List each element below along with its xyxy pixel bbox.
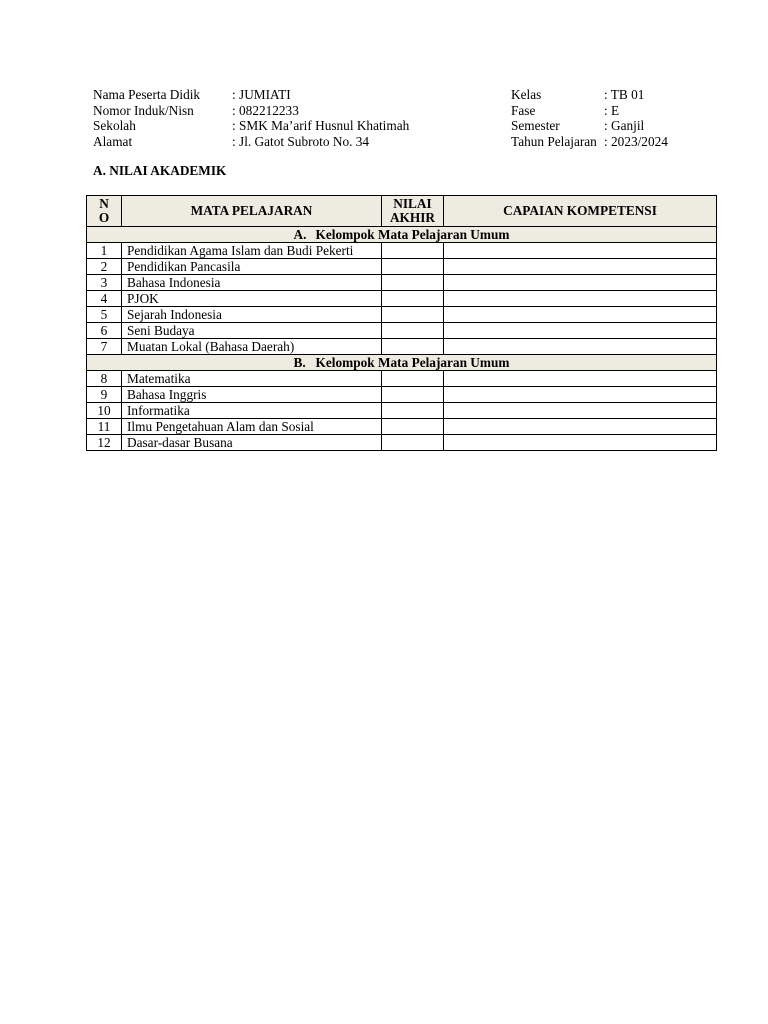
student-info-left [93, 87, 409, 149]
table-row [87, 243, 717, 259]
class-label: Kelas [511, 87, 542, 102]
score-cell [382, 339, 444, 355]
section-title: A. NILAI AKADEMIK [93, 163, 227, 178]
subject-cell: PJOK [122, 291, 382, 307]
table-row [87, 387, 717, 403]
student-info-right [511, 87, 668, 149]
header-score [382, 196, 444, 227]
row-number-cell: 3 [87, 275, 122, 291]
semester-label: Semester [511, 118, 560, 133]
row-number-cell: 9 [87, 387, 122, 403]
competency-cell [444, 403, 717, 419]
subject-cell: Pendidikan Pancasila [122, 259, 382, 275]
subject-cell: Informatika [122, 403, 382, 419]
score-cell [382, 435, 444, 451]
subject-cell: Matematika [122, 371, 382, 387]
row-number-cell: 2 [87, 259, 122, 275]
grades-body [87, 227, 717, 451]
phase-value: : E [604, 102, 620, 118]
name-value: : JUMIATI [232, 87, 291, 102]
row-number-cell: 7 [87, 339, 122, 355]
subject-cell: Muatan Lokal (Bahasa Daerah) [122, 339, 382, 355]
header-score-line1: NILAI [393, 196, 432, 211]
header-no-line1: N [99, 196, 109, 211]
header-score-line2: AKHIR [389, 210, 436, 225]
address-label: Alamat [93, 133, 133, 149]
subject-cell: Bahasa Indonesia [122, 275, 382, 291]
phase-label: Fase [511, 102, 536, 118]
group-title: Kelompok Mata Pelajaran Umum [315, 355, 510, 370]
score-cell [382, 323, 444, 339]
header-no [87, 196, 122, 227]
semester-value: : Ganjil [604, 118, 645, 133]
info-row-year [511, 134, 668, 150]
table-row [87, 371, 717, 387]
info-row-address [93, 134, 409, 150]
subject-cell: Sejarah Indonesia [122, 307, 382, 323]
competency-cell [444, 387, 717, 403]
table-row [87, 323, 717, 339]
table-row [87, 403, 717, 419]
table-header-row [87, 196, 717, 227]
info-row-class [511, 87, 668, 103]
table-row [87, 419, 717, 435]
grades-table [86, 195, 717, 451]
row-number-cell: 1 [87, 243, 122, 259]
score-cell [382, 371, 444, 387]
group-letter: A. [293, 227, 307, 242]
table-row [87, 307, 717, 323]
nisn-label: Nomor Induk/Nisn [93, 102, 194, 118]
table-row [87, 435, 717, 451]
table-row [87, 275, 717, 291]
info-row-semester [511, 118, 668, 134]
row-number-cell: 12 [87, 435, 122, 451]
score-cell [382, 419, 444, 435]
group-row [87, 227, 717, 243]
score-cell [382, 291, 444, 307]
year-label: Tahun Pelajaran [511, 133, 597, 149]
row-number-cell: 10 [87, 403, 122, 419]
row-number-cell: 4 [87, 291, 122, 307]
row-number-cell: 11 [87, 419, 122, 435]
address-value: : Jl. Gatot Subroto No. 34 [232, 133, 370, 149]
table-row [87, 291, 717, 307]
school-label: Sekolah [93, 118, 136, 133]
year-value: : 2023/2024 [604, 133, 668, 149]
subject-cell: Dasar-dasar Busana [122, 435, 382, 451]
score-cell [382, 243, 444, 259]
group-title: Kelompok Mata Pelajaran Umum [315, 227, 510, 242]
score-cell [382, 259, 444, 275]
competency-cell [444, 371, 717, 387]
score-cell [382, 275, 444, 291]
header-competency: CAPAIAN KOMPETENSI [444, 196, 717, 227]
header-no-line2: O [98, 210, 110, 225]
subject-cell: Seni Budaya [122, 323, 382, 339]
school-value: : SMK Ma’arif Husnul Khatimah [232, 118, 410, 133]
group-row [87, 355, 717, 371]
subject-cell: Bahasa Inggris [122, 387, 382, 403]
competency-cell [444, 275, 717, 291]
group-title-cell [87, 355, 717, 371]
competency-cell [444, 291, 717, 307]
subject-cell: Ilmu Pengetahuan Alam dan Sosial [122, 419, 382, 435]
subject-cell: Pendidikan Agama Islam dan Budi Pekerti [122, 243, 382, 259]
info-row-nisn [93, 103, 409, 119]
name-label: Nama Peserta Didik [93, 87, 201, 102]
group-title-cell [87, 227, 717, 243]
score-cell [382, 403, 444, 419]
group-letter: B. [293, 355, 306, 370]
class-value: : TB 01 [604, 87, 645, 102]
competency-cell [444, 243, 717, 259]
table-row [87, 259, 717, 275]
info-row-phase [511, 103, 668, 119]
score-cell [382, 387, 444, 403]
row-number-cell: 6 [87, 323, 122, 339]
table-row [87, 339, 717, 355]
row-number-cell: 5 [87, 307, 122, 323]
info-row-school [93, 118, 409, 134]
header-subject: MATA PELAJARAN [122, 196, 382, 227]
nisn-value: : 082212233 [232, 102, 299, 118]
row-number-cell: 8 [87, 371, 122, 387]
competency-cell [444, 259, 717, 275]
competency-cell [444, 435, 717, 451]
competency-cell [444, 419, 717, 435]
competency-cell [444, 339, 717, 355]
competency-cell [444, 323, 717, 339]
score-cell [382, 307, 444, 323]
info-row-name [93, 87, 409, 103]
competency-cell [444, 307, 717, 323]
